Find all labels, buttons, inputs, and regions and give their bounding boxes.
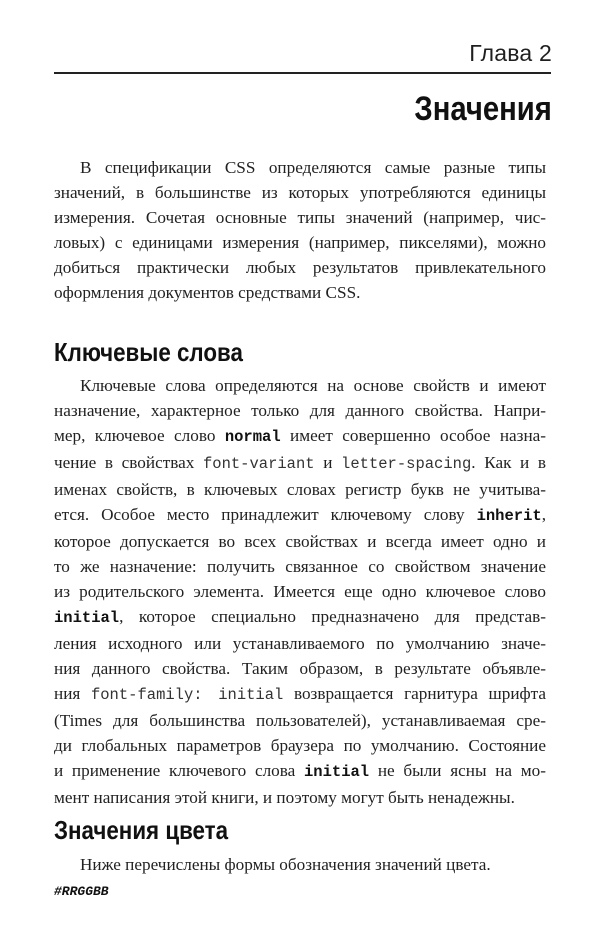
- color-form-rrggbb: #RRGGBB: [54, 884, 109, 899]
- keywords-line: именах свойств, в ключевых словах регистр букв не учитыва-: [54, 480, 546, 499]
- color-values-line: Ниже перечислены формы обозначения значений цвета.: [80, 855, 491, 874]
- intro-line: В спецификации CSS определяются самые разные типы: [80, 158, 546, 177]
- keywords-line: которое допускается во всех свойствах и всегда имеет одно и: [54, 532, 546, 551]
- color-values-heading: Значения цвета: [54, 815, 229, 845]
- intro-line: измерения. Сочетая основные типы значений (например, чис-: [54, 208, 546, 227]
- code-initial: initial: [54, 609, 120, 627]
- keywords-line: мер, ключевое слово normal имеет совершенно особое назна-: [54, 426, 546, 446]
- keywords-line: ния font-family: initial возвращается гарнитура шрифта: [54, 684, 546, 704]
- keywords-line: то же назначение: получить связанное со свойством значение: [54, 557, 546, 576]
- intro-line: ловых) с единицами измерения (например, пикселями), можно: [54, 233, 546, 252]
- chapter-label: Глава 2: [469, 40, 552, 66]
- code-font-variant: font-variant: [202, 455, 315, 473]
- header-rule: [54, 72, 551, 74]
- chapter-title: Значения: [414, 90, 552, 128]
- code-normal: normal: [224, 428, 281, 446]
- code-inherit: inherit: [476, 507, 542, 525]
- keywords-line: чение в свойствах font-variant и letter-spacing. Как и в: [54, 453, 546, 473]
- keywords-line: Ключевые слова определяются на основе свойств и имеют: [80, 376, 546, 395]
- keywords-line: ди глобальных параметров браузера по умолчанию. Состояние: [54, 736, 546, 755]
- code-letter-spacing: letter-spacing: [341, 455, 472, 473]
- keywords-line: initial, которое специально предназначено для представ-: [54, 607, 546, 627]
- code-font-family-initial: font-family: initial: [90, 686, 284, 704]
- keywords-line: мент написания этой книги, и поэтому могут быть ненадежны.: [54, 788, 515, 807]
- intro-line: добиться практически любых результатов привлекательного: [54, 258, 546, 277]
- intro-line: значений, в большинстве из которых употребляются единицы: [54, 183, 546, 202]
- keywords-paragraph: [54, 373, 546, 810]
- code-initial: initial: [304, 763, 370, 781]
- keywords-heading: Ключевые слова: [54, 337, 243, 367]
- keywords-line: ется. Особое место принадлежит ключевому слову inherit,: [54, 505, 546, 525]
- keywords-line: и применение ключевого слова initial не были ясны на мо-: [54, 761, 546, 781]
- color-values-paragraph: [54, 852, 546, 877]
- intro-paragraph: [54, 155, 546, 305]
- keywords-line: ния данного свойства. Таким образом, в результате объявле-: [54, 659, 546, 678]
- keywords-line: ления исходного или устанавливаемого по умолчанию значе-: [54, 634, 546, 653]
- keywords-line: из родительского элемента. Имеется еще одно ключевое слово: [54, 582, 546, 601]
- keywords-line: (Times для большинства пользователей), устанавливаемая сре-: [54, 711, 546, 730]
- keywords-line: назначение, характерное только для данного свойства. Напри-: [54, 401, 546, 420]
- intro-line: оформления документов средствами CSS.: [54, 283, 361, 302]
